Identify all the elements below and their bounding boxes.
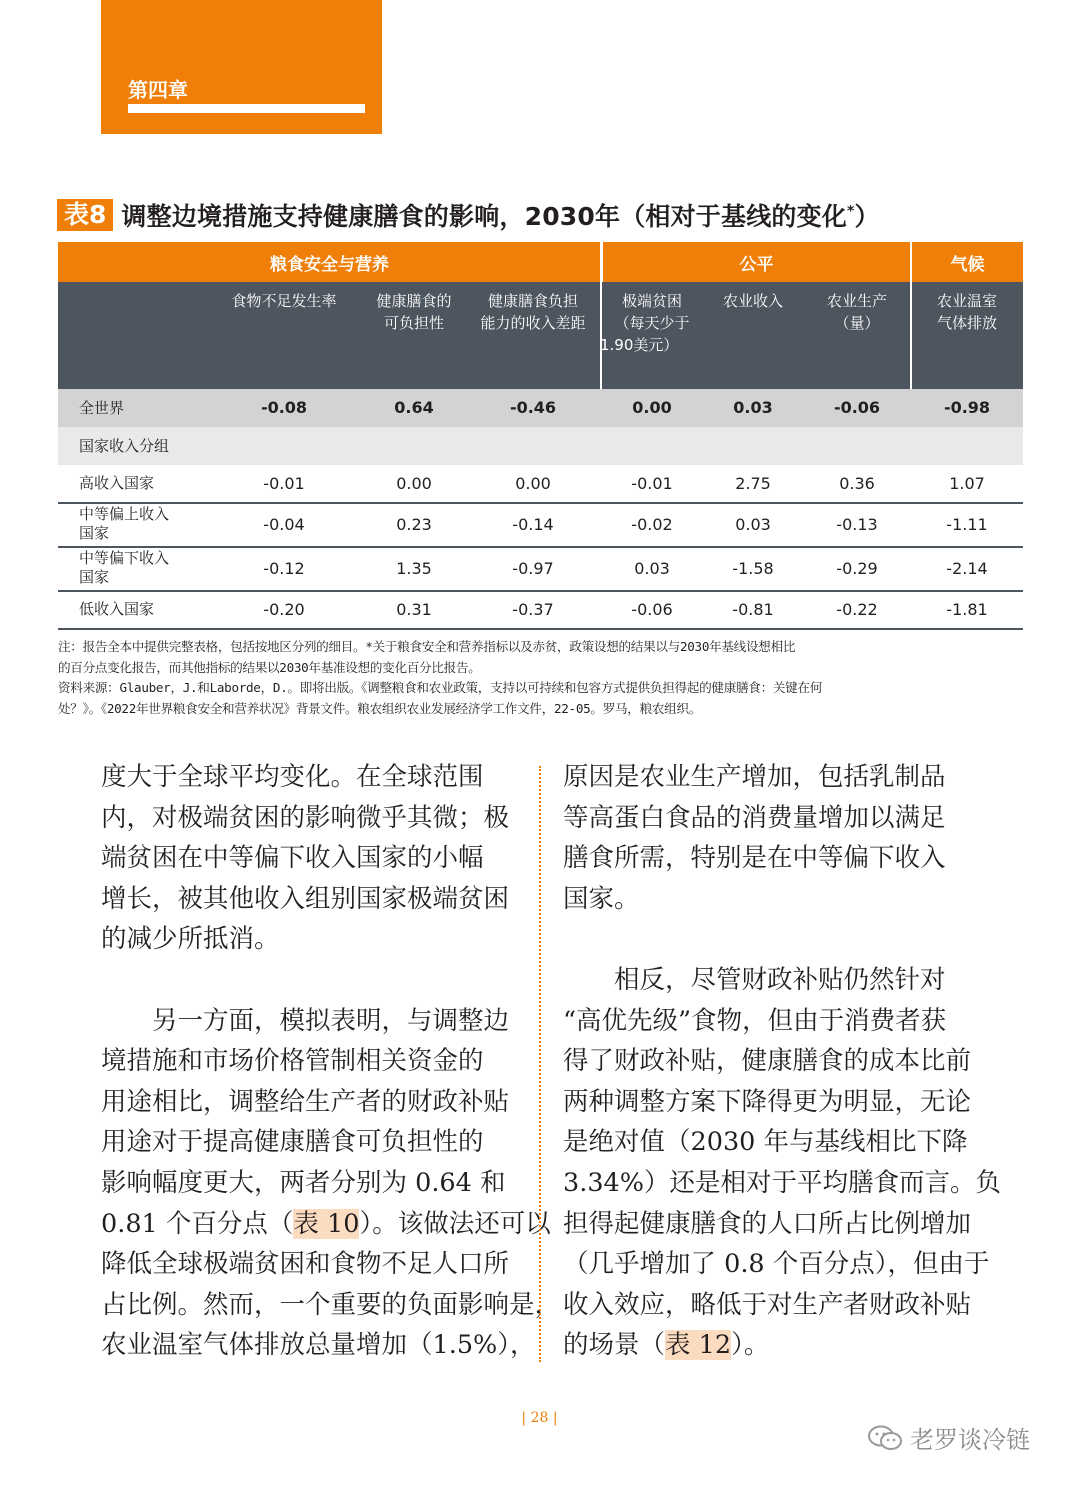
row-rule <box>58 502 1023 504</box>
text-line: “高优先级”食物，但由于消费者获 <box>563 1005 947 1036</box>
table-cell: 0.00 <box>632 398 672 417</box>
paragraph-spacer <box>563 919 1001 960</box>
row-rule <box>58 546 1023 548</box>
text-line: 的场景（表 12）。 <box>563 1330 770 1361</box>
page-number: | 28 | <box>521 1410 558 1426</box>
text-line: 度大于全球平均变化。在全球范围 <box>101 762 484 792</box>
text-line: 等高蛋白食品的消费量增加以满足 <box>563 802 946 833</box>
text-line: 占比例。然而，一个重要的负面影响是， <box>101 1289 561 1320</box>
table-cell: 2.75 <box>735 474 771 493</box>
table-cell: -0.13 <box>836 515 878 534</box>
table-row-income-group <box>58 427 1023 465</box>
table-cell: 0.00 <box>396 474 432 493</box>
row-label-world: 全世界 <box>79 399 125 417</box>
table-cell: 0.31 <box>396 600 432 619</box>
text-line: 境措施和市场价格管制相关资金的 <box>101 1046 484 1077</box>
table-cell: -0.81 <box>732 600 774 619</box>
wechat-icon <box>868 1425 902 1451</box>
source-line: 处？》。《2022年世界粮食安全和营养状况》背景文件。粮农组织农业发展经济学工作文件，22-05。罗马，粮农组织。 <box>58 700 702 716</box>
chapter-tab <box>101 0 382 134</box>
table-cell: -0.98 <box>943 398 991 417</box>
note-line: 注：报告全本中提供完整表格，包括按地区分列的细目。*关于粮食安全和营养指标以及赤贫，政策设想的结果以与2030年基线设想相比 <box>58 639 796 654</box>
table-cell: -0.06 <box>833 398 881 417</box>
text-line: 的减少所抵消。 <box>101 924 280 955</box>
text-line: 是绝对值（2030 年与基线相比下降 <box>563 1127 968 1158</box>
table-cell: -0.01 <box>263 474 305 493</box>
table-title-text: 调整边境措施支持健康膳食的影响，2030年（相对于基线的变化*） <box>121 202 880 231</box>
text-line: 农业温室气体排放总量增加（1.5%）， <box>101 1330 536 1361</box>
text-line: （几乎增加了 0.8 个百分点），但由于 <box>563 1249 990 1280</box>
table-cell: 1.35 <box>396 559 432 578</box>
table-cell: -0.12 <box>263 559 305 578</box>
row-rule <box>58 628 1023 630</box>
table-cell: -0.29 <box>836 559 878 578</box>
table-cell: -1.58 <box>732 559 774 578</box>
text-line: 担得起健康膳食的人口所占比例增加 <box>563 1208 972 1239</box>
watermark <box>868 1420 1030 1455</box>
chapter-underline <box>128 104 365 113</box>
text-line: 内，对极端贫困的影响微乎其微；极 <box>101 802 510 833</box>
table-cell: 0.36 <box>839 474 875 493</box>
table-cell: -0.04 <box>263 515 305 534</box>
text-line: 相反，尽管财政补贴仍然针对 <box>563 964 946 995</box>
text-line: 得了财政补贴，健康膳食的成本比前 <box>563 1046 972 1077</box>
row-label: 高收入国家 <box>79 474 155 492</box>
table-10-link[interactable]: 表 10 <box>293 1208 360 1239</box>
body-right-column <box>563 757 1001 1366</box>
table-cell: -1.11 <box>946 515 988 534</box>
text-line: 影响幅度更大，两者分别为 0.64 和 <box>101 1167 506 1198</box>
paragraph-spacer <box>101 960 560 1001</box>
table-notes <box>58 637 1023 719</box>
table-cell: 0.23 <box>396 515 432 534</box>
row-rule <box>58 590 1023 592</box>
text-line: 0.81 个百分点（表 10）。该做法还可以 <box>101 1208 551 1239</box>
text-line: 降低全球极端贫困和食物不足人口所 <box>101 1249 510 1280</box>
table-cell: 0.64 <box>394 398 434 417</box>
group-header-food-security: 粮食安全与营养 <box>58 242 601 282</box>
chapter-label: 第四章 <box>128 78 188 102</box>
table-cell: 0.03 <box>735 515 771 534</box>
body-left-column <box>101 757 560 1366</box>
table-cell: -0.14 <box>512 515 554 534</box>
table-cell: -0.22 <box>836 600 878 619</box>
table-cell: -0.06 <box>631 600 673 619</box>
text-line: 另一方面，模拟表明，与调整边 <box>101 1005 510 1036</box>
table-cell: 0.03 <box>634 559 670 578</box>
source-line: 资料来源：Glauber，J.和Laborde，D.。即将出版。《调整粮食和农业政策，支持以可持续和包容方式提供负担得起的健康膳食：关键在何 <box>58 680 823 695</box>
table-cell: -0.01 <box>631 474 673 493</box>
table-cell: -0.46 <box>509 398 557 417</box>
row-label: 低收入国家 <box>79 600 155 618</box>
note-line: 的百分点变化报告，而其他指标的结果以2030年基准设想的变化百分比报告。 <box>58 659 481 675</box>
table-cell: -2.14 <box>946 559 988 578</box>
table-cell: 0.03 <box>733 398 773 417</box>
table-title <box>57 197 880 233</box>
column-header: 健康膳食的 可负担性 <box>376 292 452 332</box>
row-label-income-group: 国家收入分组 <box>79 437 170 455</box>
column-header: 农业收入 <box>722 292 783 310</box>
text-line: 原因是农业生产增加，包括乳制品 <box>563 762 946 792</box>
column-header: 健康膳食负担 能力的收入差距 <box>480 292 586 332</box>
text-line: 膳食所需，特别是在中等偏下收入 <box>563 843 946 874</box>
table-cell: 0.00 <box>515 474 551 493</box>
text-line: 收入效应，略低于对生产者财政补贴 <box>563 1289 972 1320</box>
table-cell: -0.02 <box>631 515 673 534</box>
table-number: 表8 <box>57 199 113 231</box>
row-label: 中等偏下收入 国家 <box>79 549 170 586</box>
text-line: 国家。 <box>563 883 640 914</box>
table-cell: -0.20 <box>263 600 305 619</box>
text-line: 用途对于提高健康膳食可负担性的 <box>101 1127 484 1158</box>
table-cell: -0.08 <box>260 398 308 417</box>
column-header: 极端贫困 （每天少于 1.90美元） <box>600 292 690 354</box>
table-cell: -1.81 <box>946 600 988 619</box>
group-header-climate: 气候 <box>912 242 1023 282</box>
column-divider-dotted <box>539 766 541 1362</box>
text-line: 3.34%）还是相对于平均膳食而言。负 <box>563 1167 1002 1198</box>
table-cell: -0.97 <box>512 559 554 578</box>
watermark-text: 老罗谈冷链 <box>910 1426 1030 1454</box>
text-line: 两种调整方案下降得更为明显，无论 <box>563 1086 972 1117</box>
column-header: 食物不足发生率 <box>231 292 337 310</box>
text-line: 端贫困在中等偏下收入国家的小幅 <box>101 843 484 874</box>
group-header-equity: 公平 <box>603 242 910 282</box>
table-cell: -0.37 <box>512 600 554 619</box>
table-cell: 1.07 <box>949 474 985 493</box>
text-line: 用途相比，调整给生产者的财政补贴 <box>101 1086 510 1117</box>
column-header: 农业生产 （量） <box>826 292 887 332</box>
column-header: 农业温室 气体排放 <box>936 292 997 332</box>
title-asterisk: * <box>847 203 855 220</box>
table-12-link[interactable]: 表 12 <box>665 1330 732 1361</box>
row-label: 中等偏上收入 国家 <box>79 505 170 542</box>
text-line: 增长，被其他收入组别国家极端贫困 <box>101 883 510 914</box>
